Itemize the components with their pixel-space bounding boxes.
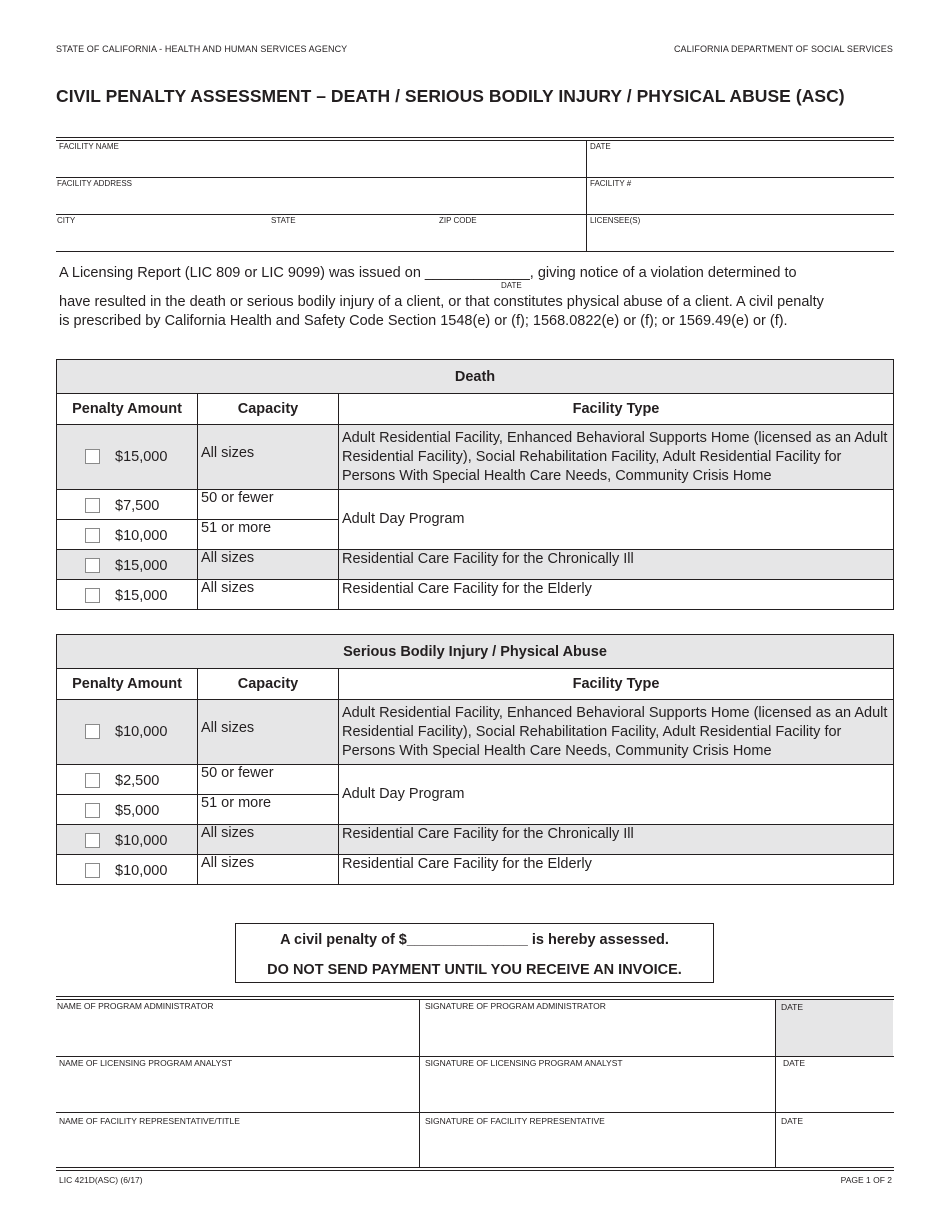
penalty-amount-header: Penalty Amount [57,669,198,700]
table-caption: Death [57,360,894,394]
facility-type-cell: Residential Care Facility for the Elderly [339,855,894,885]
page-title: CIVIL PENALTY ASSESSMENT – DEATH / SERIOUS BODILY INJURY / PHYSICAL ABUSE (ASC) [56,86,845,106]
zip-field[interactable]: ZIP CODE [439,216,477,225]
notice-line-2: have resulted in the death or serious bodily injury of a client, or that constitutes physical abuse of a client. A civil penalty [59,294,824,310]
capacity-header: Capacity [198,394,339,425]
penalty-checkbox[interactable] [85,558,100,573]
admin-signature-field[interactable]: SIGNATURE OF PROGRAM ADMINISTRATOR [425,1001,606,1011]
death-penalty-table [56,359,894,610]
penalty-amount: $10,000 [115,724,168,740]
notice-line-3: is prescribed by California Health and Safety Code Section 1548(e) or (f); 1568.0822(e) or (f); or 1569.49(e) or (f). [59,313,788,329]
admin-name-field[interactable]: NAME OF PROGRAM ADMINISTRATOR [57,1001,214,1011]
assessment-amount-line[interactable]: A civil penalty of $_______________ is hereby assessed. [280,932,669,948]
capacity-cell: All sizes [198,580,339,610]
form-id: LIC 421D(ASC) (6/17) [59,1175,143,1185]
city-field[interactable]: CITY [57,216,76,225]
analyst-name-field[interactable]: NAME OF LICENSING PROGRAM ANALYST [59,1058,233,1068]
analyst-date-field[interactable]: DATE [783,1058,806,1068]
facility-address-field[interactable]: FACILITY ADDRESS [57,179,132,188]
facility-type-cell: Residential Care Facility for the Chronically Ill [339,825,894,855]
payment-notice: DO NOT SEND PAYMENT UNTIL YOU RECEIVE AN INVOICE. [267,962,682,978]
table-row [57,580,894,610]
penalty-amount: $10,000 [115,528,168,544]
date-caption: DATE [501,281,522,290]
penalty-amount: $5,000 [115,803,160,819]
facility-type-cell: Residential Care Facility for the Chronically Ill [339,550,894,580]
penalty-checkbox[interactable] [85,863,100,878]
table-row [57,825,894,855]
capacity-header: Capacity [198,669,339,700]
facility-number-field[interactable]: FACILITY # [590,179,632,188]
facility-type-header: Facility Type [339,669,894,700]
representative-name-field[interactable]: NAME OF FACILITY REPRESENTATIVE/TITLE [59,1116,240,1126]
penalty-amount: $10,000 [115,833,168,849]
admin-date-field[interactable]: DATE [781,1002,804,1012]
penalty-checkbox[interactable] [85,498,100,513]
penalty-checkbox[interactable] [85,773,100,788]
capacity-cell: 50 or fewer [198,765,339,795]
agency-header: STATE OF CALIFORNIA - HEALTH AND HUMAN SERVICES AGENCY [56,44,348,54]
penalty-checkbox[interactable] [85,833,100,848]
facility-type-cell: Adult Residential Facility, Enhanced Behavioral Supports Home (licensed as an Adult Residential Facility), Social Rehabilitation Facility, Adult Residential Facility for Persons With Special Health Care Needs, Community Crisis Home [339,425,894,490]
penalty-amount: $15,000 [115,449,168,465]
capacity-cell: All sizes [198,425,339,490]
injury-penalty-table [56,634,894,885]
analyst-signature-field[interactable]: SIGNATURE OF LICENSING PROGRAM ANALYST [425,1058,623,1068]
penalty-amount: $15,000 [115,558,168,574]
representative-signature-field[interactable]: SIGNATURE OF FACILITY REPRESENTATIVE [425,1116,605,1126]
assessment-box [235,923,714,983]
facility-type-cell: Adult Residential Facility, Enhanced Behavioral Supports Home (licensed as an Adult Residential Facility), Social Rehabilitation Facility, Adult Residential Facility for Persons With Special Health Care Needs, Community Crisis Home [339,700,894,765]
state-field[interactable]: STATE [271,216,296,225]
facility-type-header: Facility Type [339,394,894,425]
capacity-cell: All sizes [198,855,339,885]
penalty-checkbox[interactable] [85,803,100,818]
department-header: CALIFORNIA DEPARTMENT OF SOCIAL SERVICES [673,44,893,54]
penalty-amount-header: Penalty Amount [57,394,198,425]
penalty-amount: $15,000 [115,588,168,604]
penalty-amount: $10,000 [115,863,168,879]
representative-date-field[interactable]: DATE [781,1116,804,1126]
table-row [57,700,894,765]
facility-type-cell: Adult Day Program [339,765,894,825]
penalty-amount: $7,500 [115,498,160,514]
capacity-cell: 51 or more [198,795,339,825]
table-row [57,765,894,795]
table-row [57,855,894,885]
page-number: PAGE 1 OF 2 [840,1175,892,1185]
table-row [57,425,894,490]
licensees-field[interactable]: LICENSEE(S) [590,216,641,225]
penalty-amount: $2,500 [115,773,160,789]
table-row [57,490,894,520]
date-field[interactable]: DATE [590,142,611,151]
facility-name-field[interactable]: FACILITY NAME [59,142,119,151]
facility-type-cell: Adult Day Program [339,490,894,550]
capacity-cell: All sizes [198,825,339,855]
capacity-cell: 51 or more [198,520,339,550]
capacity-cell: 50 or fewer [198,490,339,520]
notice-line-1: A Licensing Report (LIC 809 or LIC 9099) was issued on _____________, giving notice of a violation determined to [59,265,797,281]
penalty-checkbox[interactable] [85,528,100,543]
capacity-cell: All sizes [198,550,339,580]
capacity-cell: All sizes [198,700,339,765]
table-caption: Serious Bodily Injury / Physical Abuse [57,635,894,669]
facility-type-cell: Residential Care Facility for the Elderly [339,580,894,610]
penalty-checkbox[interactable] [85,449,100,464]
table-row [57,550,894,580]
penalty-checkbox[interactable] [85,588,100,603]
penalty-checkbox[interactable] [85,724,100,739]
